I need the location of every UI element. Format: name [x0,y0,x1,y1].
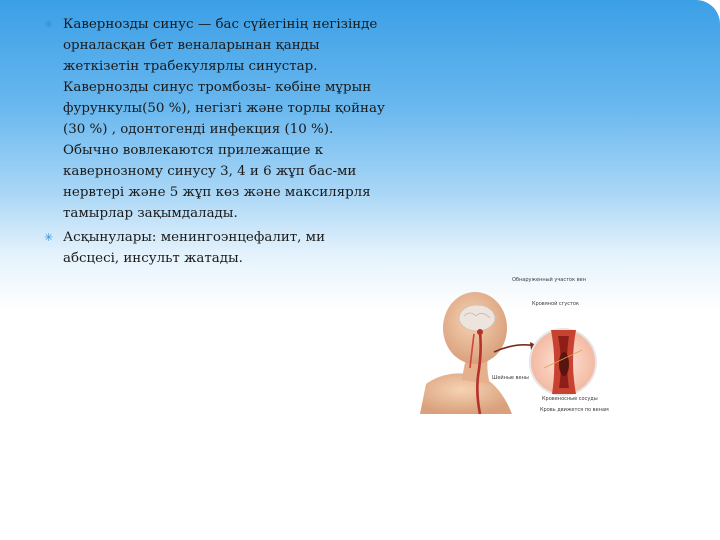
bullet-line: кавернозному синусу 3, 4 и 6 жұп бас-ми [63,164,357,179]
bullet-line: Обычно вовлекаются прилежащие к [63,143,324,158]
sinus-marker [477,329,483,335]
bullet-line: Кавернозды синус — бас сүйегінің негізінде [63,17,378,32]
slide-body [44,14,434,269]
bullet-line: орналасқан бет веналарынан қанды [63,38,320,53]
illustration-svg [420,272,615,414]
bullet-thrombosis [44,77,434,224]
star-bullet-icon: ✳ [44,231,54,244]
star-bullet-icon: ✳ [44,18,54,31]
blood-clot-icon [559,352,569,376]
callout-label: Кровеносные сосуды [542,396,598,402]
bullet-line: фурункулы(50 %), негізгі және торлы қойнау [63,101,385,116]
bullet-cavernous-sinus [44,14,434,77]
callout-label: Кровяной сгусток [532,301,579,307]
bullet-line: нервтері және 5 жұп көз және максилярля [63,185,371,200]
bullet-line: Асқынулары: менингоэнцефалит, ми [63,230,326,245]
bullet-complications [44,227,434,269]
bullet-line: тамырлар зақымдалады. [63,206,238,221]
bullet-line: (30 %) , одонтогенді инфекция (10 %). [63,122,334,137]
bullet-line: абсцесі, инсульт жатады. [63,251,243,266]
callout-label: Обнаруженный участок вен [512,277,586,283]
callout-label: Шейные вены [492,375,529,381]
bullet-line: жеткізетін трабекулярлы синустар. [63,59,318,74]
thrombosis-illustration [420,272,615,414]
callout-label: Кровь движется по венам [540,407,609,413]
bullet-line: Кавернозды синус тромбозы- көбіне мұрын [63,80,372,95]
